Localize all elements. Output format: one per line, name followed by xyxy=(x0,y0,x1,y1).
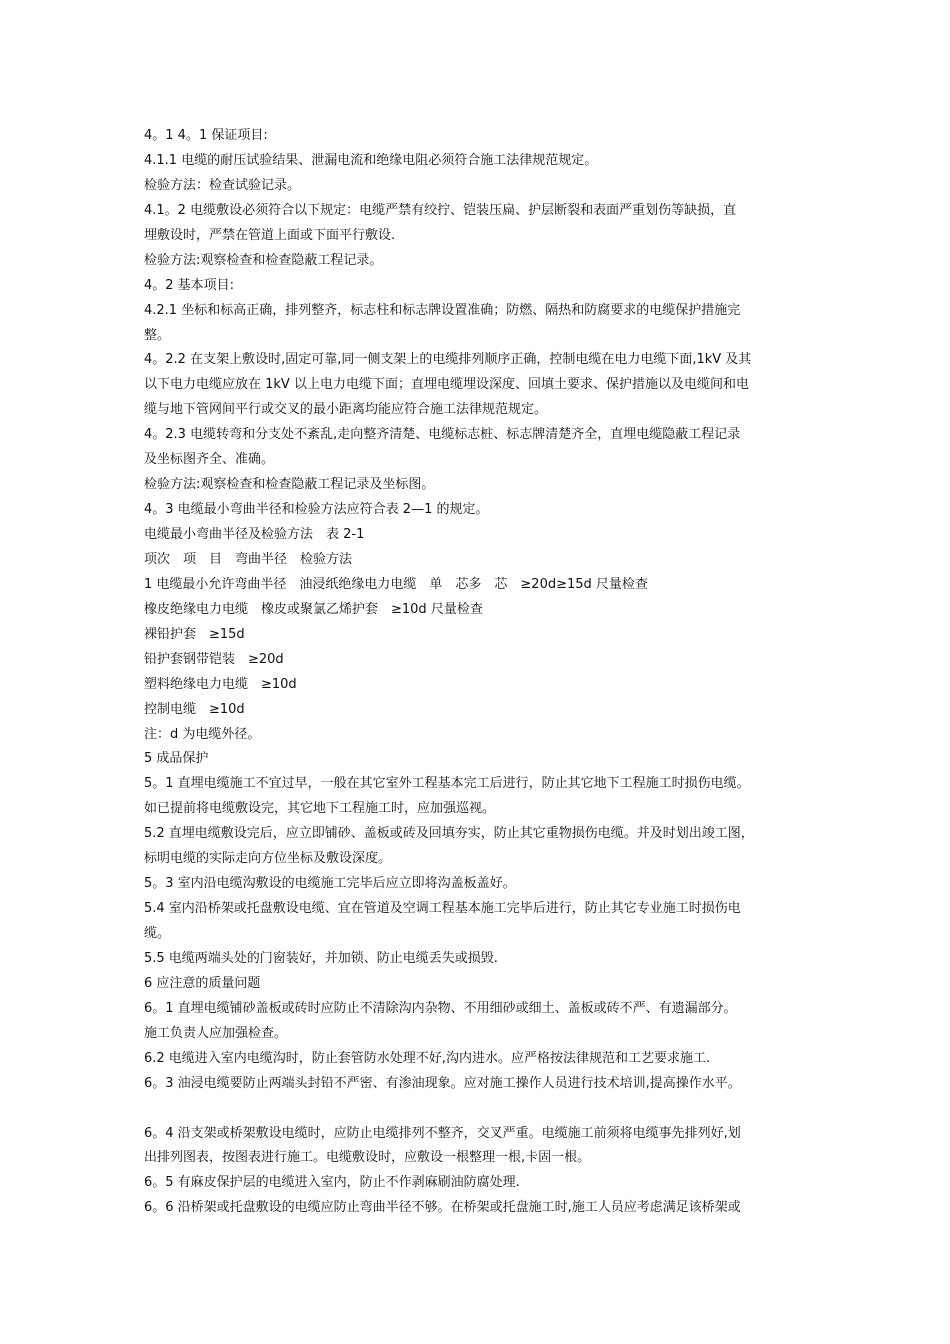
table-row: 裸铅护套 ≥15d xyxy=(144,626,245,642)
section-heading: 5 成品保护 xyxy=(144,751,209,767)
text-line: 6。3 油浸电缆要防止两端头封铅不严密、有渗油现象。应对施工操作人员进行技术培训,提高操作水平。 xyxy=(144,1075,741,1091)
table-row: 橡皮绝缘电力电缆 橡皮或聚氯乙烯护套 ≥10d 尺量检查 xyxy=(144,601,483,617)
text-line: 5。1 直埋电缆施工不宜过早，一般在其它室外工程基本完工后进行，防止其它地下工程施工时损伤电缆。 xyxy=(144,776,750,792)
text-line: 检验方法:观察检查和检查隐蔽工程记录。 xyxy=(144,252,383,268)
table-row: 控制电缆 ≥10d xyxy=(144,701,245,717)
text-line: 4。2.2 在支架上敷设时,固定可靠,同一侧支架上的电缆排列顺序正确，控制电缆在电力电缆下面,1kV 及其 xyxy=(144,352,752,368)
text-line: 6。4 沿支架或桥架敷设电缆时，应防止电缆排列不整齐，交叉严重。电缆施工前须将电缆事先排列好,划 xyxy=(144,1125,741,1141)
text-line: 4.2.1 坐标和标高正确，排列整齐，标志柱和标志牌设置准确；防燃、隔热和防腐要求的电缆保护措施完 xyxy=(144,302,741,318)
blank-line xyxy=(144,1097,814,1122)
text-line: 及坐标图齐全、准确。 xyxy=(144,452,275,468)
text-line: 5。3 室内沿电缆沟敷设的电缆施工完毕后应立即将沟盖板盖好。 xyxy=(144,876,516,892)
text-line: 埋敷设时，严禁在管道上面或下面平行敷设. xyxy=(144,227,396,243)
text-line: 整。 xyxy=(144,327,171,343)
text-line: 以下电力电缆应放在 1kV 以上电力电缆下面；直埋电缆埋设深度、回填土要求、保护措施以及电缆间和电 xyxy=(144,377,749,393)
text-line: 出排列图表，按图表进行施工。电缆敷设时，应敷设一根整理一根,卡固一根。 xyxy=(144,1150,591,1166)
text-line: 施工负责人应加强检查。 xyxy=(144,1025,288,1041)
text-line: 6。6 沿桥架或托盘敷设的电缆应防止弯曲半径不够。在桥架或托盘施工时,施工人员应考虑满足该桥架或 xyxy=(144,1200,741,1216)
text-line: 4。1 4。1 保证项目: xyxy=(144,128,268,143)
text-line: 6.2 电缆进入室内电缆沟时，防止套管防水处理不好,沟内进水。应严格按法律规范和工艺要求施工. xyxy=(144,1050,711,1066)
section-heading: 4。2 基本项目: xyxy=(144,277,235,293)
table-row: 1 电缆最小允许弯曲半径 油浸纸绝缘电力电缆 单 芯多 芯 ≥20d≥15d 尺量检查 xyxy=(144,576,648,592)
text-line: 4。3 电缆最小弯曲半径和检验方法应符合表 2—1 的规定。 xyxy=(144,502,489,518)
text-line: 检验方法：检查试验记录。 xyxy=(144,177,301,193)
text-line: 缆。 xyxy=(144,926,171,941)
document-body xyxy=(144,124,814,1221)
text-line: 6。1 直埋电缆铺砂盖板或砖时应防止不清除沟内杂物、不用细砂或细土、盖板或砖不严、有遗漏部分。 xyxy=(144,1000,737,1016)
table-caption: 电缆最小弯曲半径及检验方法 表 2-1 xyxy=(144,527,365,542)
text-line: 5.2 直埋电缆敷设完后，应立即铺砂、盖板或砖及回填夯实，防止其它重物损伤电缆。并及时划出竣工图， xyxy=(144,826,754,842)
table-row: 铅护套钢带铠装 ≥20d xyxy=(144,651,284,667)
text-line: 4.1.1 电缆的耐压试验结果、泄漏电流和绝缘电阻必须符合施工法律规范规定。 xyxy=(144,152,598,168)
text-line: 5.5 电缆两端头处的门窗装好，并加锁、防止电缆丢失或损毁. xyxy=(144,950,498,966)
text-line: 5.4 室内沿桥架或托盘敷设电缆、宜在管道及空调工程基本施工完毕后进行，防止其它专业施工时损伤电 xyxy=(144,901,741,917)
text-line: 4。2.3 电缆转弯和分支处不紊乱,走向整齐清楚、电缆标志桩、标志牌清楚齐全，直埋电缆隐蔽工程记录 xyxy=(144,427,741,443)
section-heading: 6 应注意的质量问题 xyxy=(144,975,261,991)
text-line: 6。5 有麻皮保护层的电缆进入室内，防止不作剥麻刷油防腐处理. xyxy=(144,1175,520,1191)
table-row: 塑料绝缘电力电缆 ≥10d xyxy=(144,676,297,692)
table-note: 注：d 为电缆外径。 xyxy=(144,726,261,742)
text-line: 缆与地下管网间平行或交叉的最小距离均能应符合施工法律规范规定。 xyxy=(144,402,548,418)
text-line: 标明电缆的实际走向方位坐标及敷设深度。 xyxy=(144,851,392,867)
text-line: 检验方法:观察检查和检查隐蔽工程记录及坐标图。 xyxy=(144,477,435,493)
text-line: 如已提前将电缆敷设完，其它地下工程施工时，应加强巡视。 xyxy=(144,801,496,817)
table-header-row: 项次 项 目 弯曲半径 检验方法 xyxy=(144,551,353,567)
text-line: 4.1。2 电缆敷设必须符合以下规定：电缆严禁有绞拧、铠装压扁、护层断裂和表面严重划伤等缺损，直 xyxy=(144,202,737,218)
